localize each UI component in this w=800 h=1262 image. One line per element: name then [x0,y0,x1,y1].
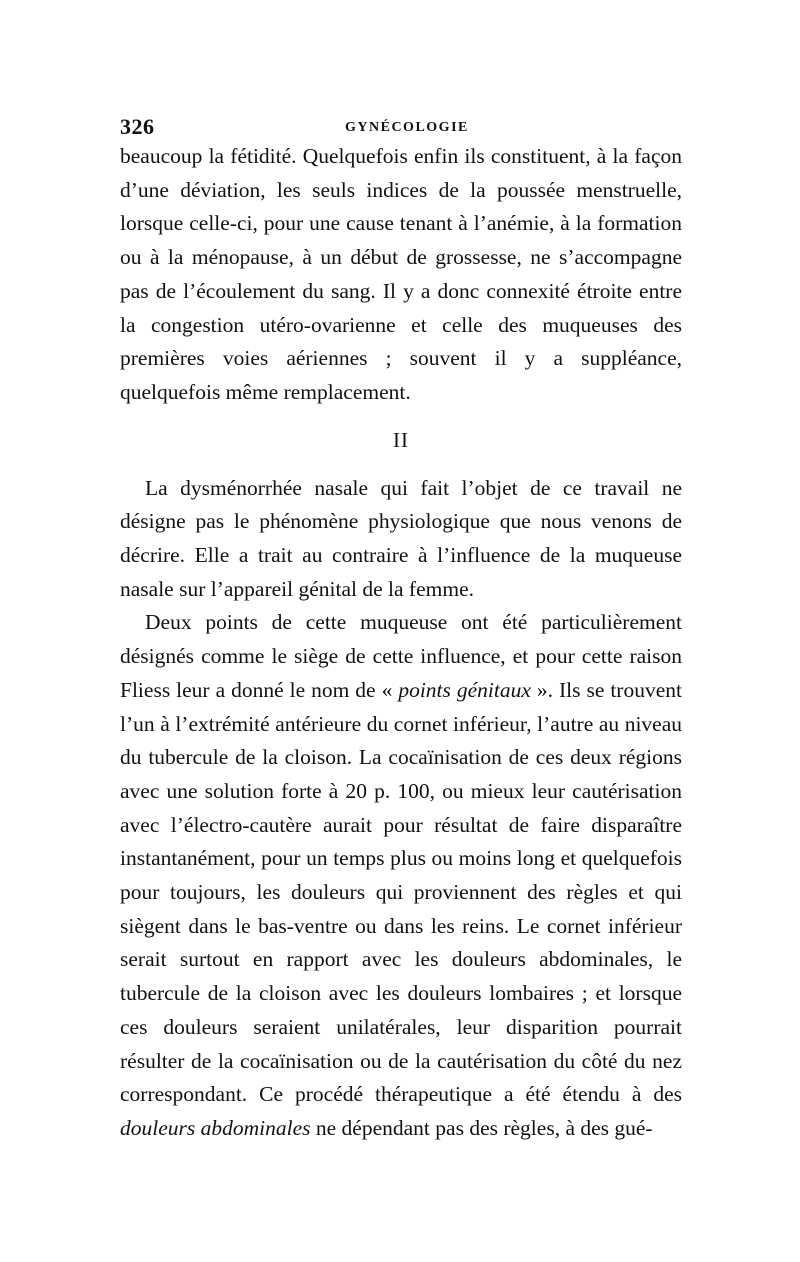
paragraph-nasal-dysmenorrhea: La dysménorrhée nasale qui fait l’objet de ce travail ne désigne pas le phénomène physiologique que nous venons de décrire. Elle a trait au contraire à l’influence de la muqueuse nasale sur l’appareil génital de la femme. [120,475,682,601]
running-head: GYNÉCOLOGIE [345,120,469,135]
paragraph-genital-points [120,606,682,1145]
section-heading: II [393,427,409,452]
paragraph-text: Deux points de cette muqueuse ont été particulièrement désignés comme le siège de cette influence, et pour cette raison Fliess leur a donné le nom de « [120,610,682,702]
page-header [120,100,682,140]
italic-term: points génitaux [398,677,531,702]
book-page [120,100,682,1146]
page-number: 326 [120,114,155,139]
italic-term: douleurs abdominales [120,1115,311,1140]
paragraph-continuation: beaucoup la fétidité. Quelquefois enfin ils constituent, à la façon d’une déviation, les seuls indices de la poussée menstruelle, lorsque celle-ci, pour une cause tenant à l’anémie, à la formation ou à la ménopause, à un début de grossesse, ne s’accompagne pas de l’écoulement du sang. Il y a donc connexité étroite entre la congestion utéro-ovarienne et celle des muqueuses des premières voies aériennes ; souvent il y a suppléance, quelquefois même remplacement. [120,144,682,404]
paragraph-text: ». Ils se trouvent l’un à l’extrémité antérieure du cornet inférieur, l’autre au niveau du tubercule de la cloison. La cocaïnisation de ces deux régions avec une solution forte à 20 p. 100, ou mieux leur cautérisation avec l’électro-cautère aurait pour résultat de faire disparaître instantanément, pour un temps plus ou moins long et quelquefois pour toujours, les douleurs qui proviennent des règles et qui siègent dans le bas-ventre ou dans les reins. Le cornet inférieur serait surtout en rapport avec les douleurs abdominales, le tubercule de la cloison avec les douleurs lombaires ; et lorsque ces douleurs seraient unilatérales, leur disparition pourrait résulter de la cocaïnisation ou de la cautérisation du côté du nez correspondant. Ce procédé thérapeutique a été étendu à des [120,677,682,1107]
paragraph-text: ne dépendant pas des règles, à des gué- [310,1115,653,1140]
